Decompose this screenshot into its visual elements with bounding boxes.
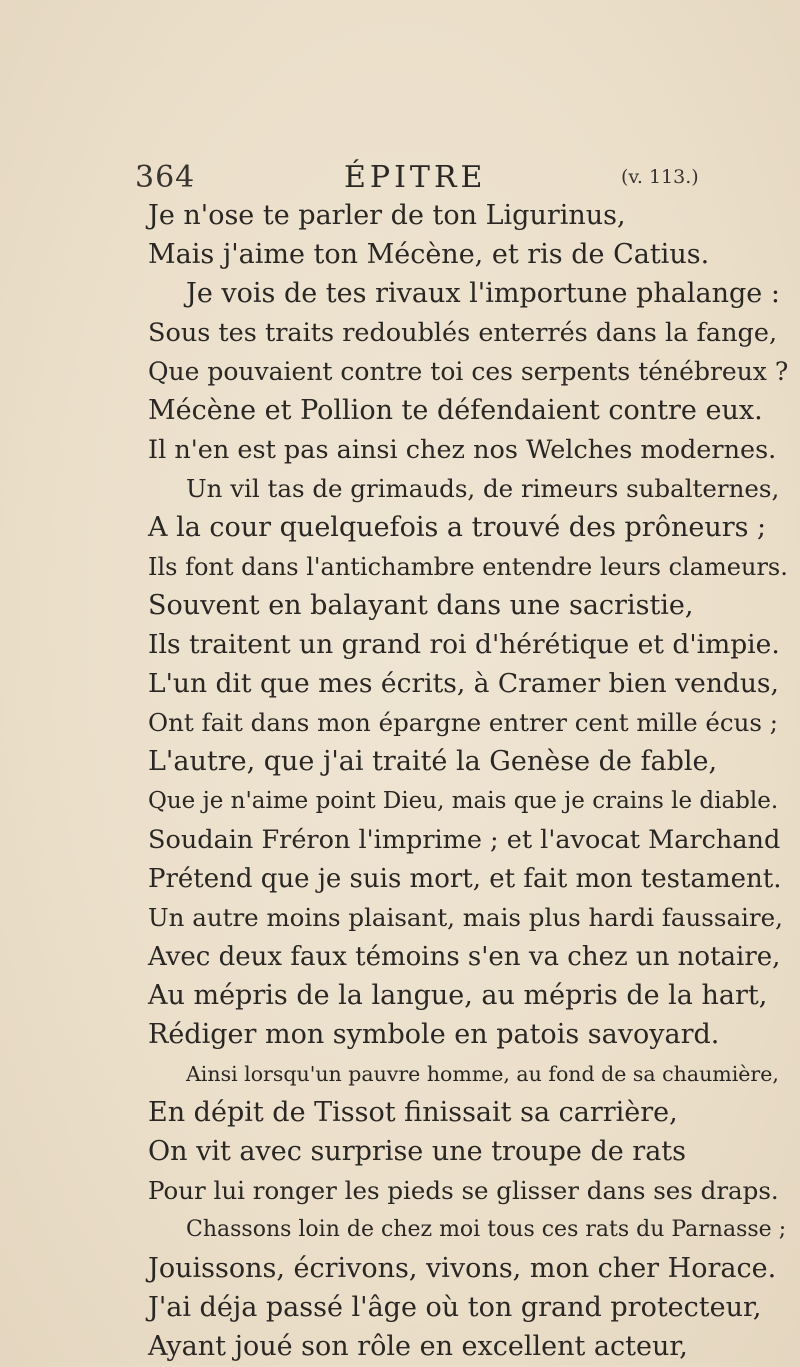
verse-line: Jouissons, écrivons, vivons, mon cher Horace. (148, 1253, 777, 1284)
verse-line: On vit avec surprise une troupe de rats (148, 1136, 686, 1167)
verse-line: Pour lui ronger les pieds se glisser dans ses draps. (148, 1176, 779, 1205)
verse-line: Chassons loin de chez moi tous ces rats du Parnasse ; (186, 1217, 787, 1242)
verse-line: Je n'ose te parler de ton Ligurinus, (148, 200, 626, 231)
verse-line: Que je n'aime point Dieu, mais que je crains le diable. (148, 788, 779, 814)
verse-line: Mais j'aime ton Mécène, et ris de Catius. (148, 239, 710, 270)
verse-line: Ainsi lorsqu'un pauvre homme, au fond de sa chaumière, (186, 1062, 779, 1086)
verse-line: Rédiger mon symbole en patois savoyard. (148, 1019, 720, 1050)
verse-line: En dépit de Tissot finissait sa carrière, (148, 1097, 678, 1128)
verse-line: L'un dit que mes écrits, à Cramer bien vendus, (148, 668, 779, 699)
verse-line: Ont fait dans mon épargne entrer cent mille écus ; (148, 708, 778, 737)
verse-line: Sous tes traits redoublés enterrés dans la fange, (148, 318, 778, 348)
verse-line: A la cour quelquefois a trouvé des prôneurs ; (148, 512, 767, 543)
verse-line: Je vois de tes rivaux l'importune phalange : (186, 278, 780, 309)
verse-line: Souvent en balayant dans une sacristie, (148, 590, 694, 621)
verse-line: Soudain Fréron l'imprime ; et l'avocat Marchand (148, 825, 781, 855)
verse-line: Un vil tas de grimauds, de rimeurs subalternes, (186, 474, 780, 503)
verse-line: Que pouvaient contre toi ces serpents ténébreux ? (148, 357, 789, 386)
verse-line: Il n'en est pas ainsi chez nos Welches modernes. (148, 435, 777, 465)
verse-line: Un autre moins plaisant, mais plus hardi faussaire, (148, 903, 783, 932)
verse-line: J'ai déja passé l'âge où ton grand protecteur, (148, 1292, 762, 1323)
verse-line: Ils font dans l'antichambre entendre leurs clameurs. (148, 553, 788, 581)
verse-line: Prétend que je suis mort, et fait mon testament. (148, 864, 782, 894)
verse-line: Ayant joué son rôle en excellent acteur, (148, 1331, 688, 1362)
verse-reference: (v. 113.) (621, 166, 699, 188)
verse-line: Avec deux faux témoins s'en va chez un notaire, (148, 942, 781, 972)
verse-line: L'autre, que j'ai traité la Genèse de fable, (148, 746, 718, 777)
running-title: ÉPITRE (344, 160, 487, 195)
verse-line: Au mépris de la langue, au mépris de la hart, (148, 980, 768, 1011)
page-header (0, 160, 800, 200)
verse-line: Mécène et Pollion te défendaient contre eux. (148, 395, 763, 426)
verse-line: Ils traitent un grand roi d'hérétique et d'impie. (148, 629, 780, 660)
page-number: 364 (135, 160, 196, 195)
